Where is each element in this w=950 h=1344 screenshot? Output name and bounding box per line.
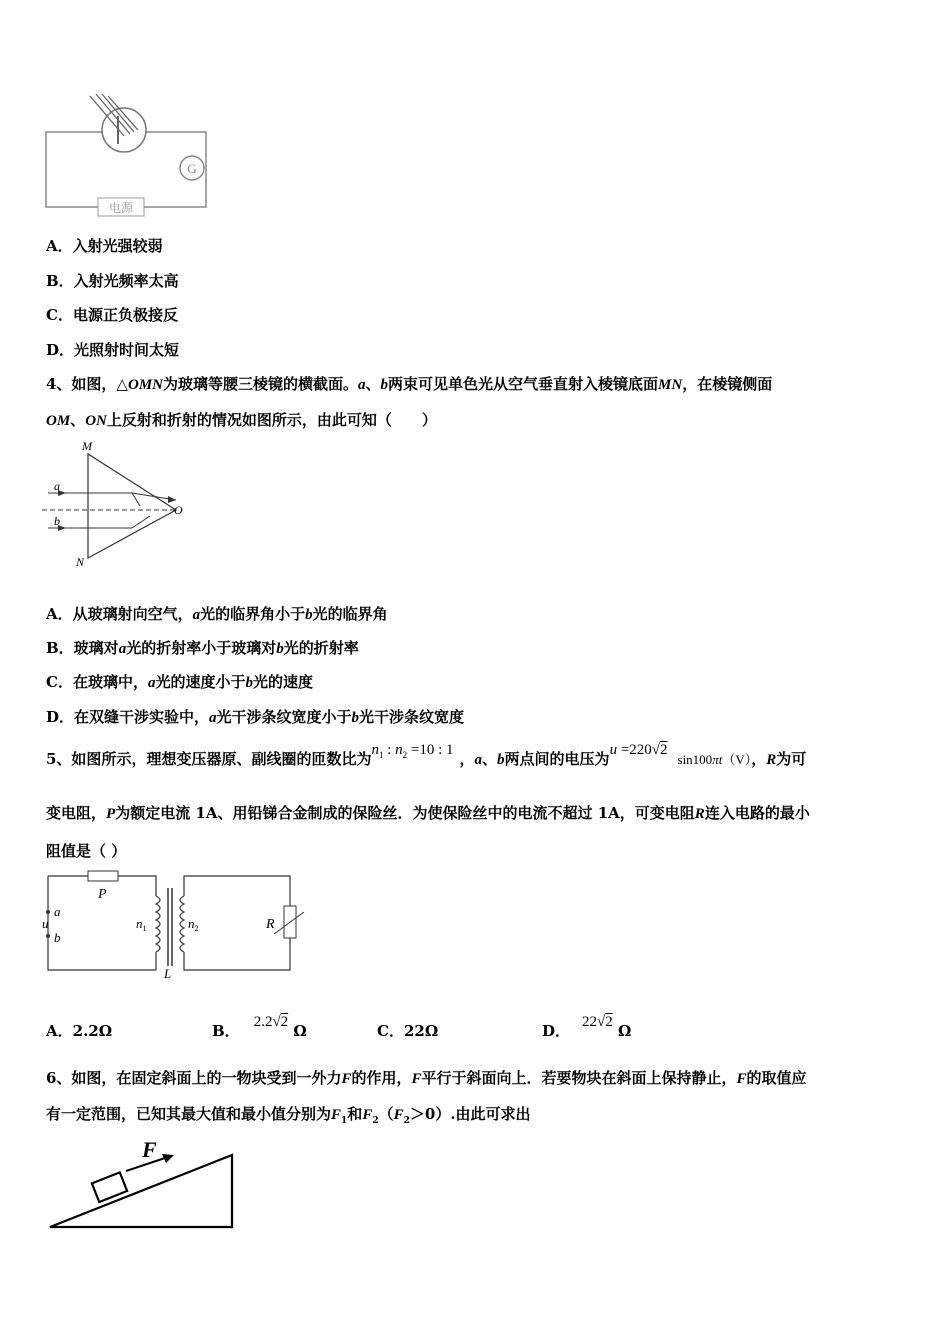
- q4-option-a: A．从玻璃射向空气，a光的临界角小于b光的临界角: [46, 605, 388, 623]
- fig-label-n1: $n_1$: [136, 916, 147, 933]
- photoelectric-circuit-figure: [40, 92, 220, 217]
- prism-label-M: M: [82, 439, 92, 453]
- q4-option-b: B．玻璃对a光的折射率小于玻璃对b光的折射率: [46, 639, 359, 657]
- q5-stem-line1: 5、如图所示，理想变压器原、副线圈的匝数比为$n_1$ : $n_2 =10$ : 1 ，a、b两点间的电压为u =220√2sin100πt（V），R为可: [46, 742, 807, 768]
- fuse-P: [88, 871, 118, 881]
- q4-option-c: C．在玻璃中，a光的速度小于b光的速度: [46, 673, 313, 691]
- prism-label-N: N: [76, 555, 85, 569]
- q6-stem-line1: 6、如图，在固定斜面上的一物块受到一外力F的作用，F平行于斜面向上．若要物块在斜面上保持静止，F的取值应: [46, 1069, 807, 1087]
- q5-option-a: A．2.2Ω: [46, 1022, 113, 1040]
- prism-label-a: a: [54, 479, 60, 493]
- q5-stem-line2: 变电阻，P为额定电流 1A、用铅锑合金制成的保险丝．为使保险丝中的电流不超过 1A，可变电阻R连入电路的最小: [46, 804, 810, 822]
- prism-label-O: O: [174, 503, 183, 517]
- q4-option-d: D．在双缝干涉实验中，a光干涉条纹宽度小于b光干涉条纹宽度: [46, 708, 465, 726]
- prism-figure: [40, 438, 200, 573]
- q6-stem-line2: 有一定范围，已知其最大值和最小值分别为$F_1$和$F_2(F_2>0)$.由此可求出: [46, 1105, 531, 1126]
- q5-option-d: D． 22√2 Ω: [542, 1014, 632, 1040]
- fig-label-b: b: [54, 930, 61, 945]
- incline-figure: [46, 1135, 246, 1235]
- force-label-F: F: [142, 1137, 157, 1162]
- fig-label-u: u: [42, 916, 49, 931]
- power-source-label: 电源: [108, 201, 134, 215]
- q3-option-c: C．电源正负极接反: [46, 306, 178, 324]
- q3-option-d: D．光照射时间太短: [46, 341, 180, 359]
- prism-label-b: b: [54, 514, 60, 528]
- fig-label-P: P: [98, 887, 107, 902]
- q4-stem-line1: 4、如图，△OMN为玻璃等腰三棱镜的横截面。a、b两束可见单色光从空气垂直射入棱镜底面MN，在棱镜侧面: [46, 375, 773, 393]
- fig-label-L: L: [164, 966, 172, 981]
- fig-label-a: a: [54, 904, 61, 919]
- galvanometer-label: G: [187, 161, 197, 176]
- q5-stem-line3: 阻值是（ ）: [46, 842, 127, 860]
- q3-option-a: A．入射光强较弱: [46, 237, 163, 255]
- q3-option-b: B．入射光频率太高: [46, 272, 179, 290]
- q5-option-b: B． 2.2√2 Ω: [212, 1014, 307, 1040]
- q4-stem-line2: OM、ON上反射和折射的情况如图所示，由此可知（ ）: [46, 411, 437, 429]
- fig-label-n2: $n_2$: [188, 916, 199, 933]
- fig-label-R: R: [266, 917, 275, 932]
- q5-option-c: C．22Ω: [377, 1022, 439, 1040]
- transformer-circuit-figure: [40, 866, 300, 981]
